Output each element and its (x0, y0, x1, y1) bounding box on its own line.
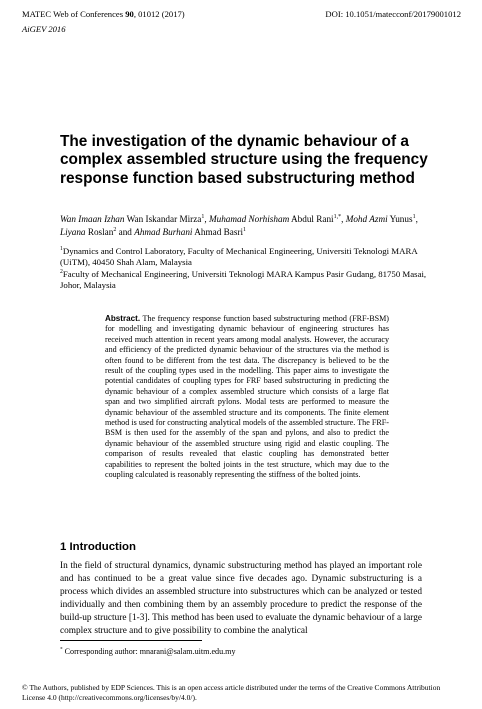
affiliation-mark: 1 (60, 246, 63, 253)
affiliation-2 (60, 269, 430, 292)
paper-title: The investigation of the dynamic behaviour of a complex assembled structure using the frequency response function based substructuring method (60, 133, 428, 187)
journal-name: MATEC Web of Conferences (22, 9, 124, 19)
article-info: , 01012 (2017) (133, 9, 185, 19)
author-affiliation-mark: 2 (113, 226, 117, 233)
author-affiliation-mark: 1 (412, 213, 416, 220)
author-affiliation-mark: 1,* (333, 213, 342, 220)
author-surname: Ahmad Basri (192, 227, 244, 237)
affiliations (60, 246, 430, 292)
author-given-name: Wan Imaan Izhan (60, 214, 125, 224)
author-given-name: Mohd Azmi (345, 214, 388, 224)
author-conjunction: and (116, 227, 135, 237)
section-heading: 1 Introduction (60, 541, 136, 553)
affiliation-mark: 2 (60, 268, 63, 275)
footnote-text: Corresponding author: mnarani@salam.uitm.edu.my (62, 647, 236, 656)
volume-number: 90 (125, 9, 134, 19)
footnote-rule (60, 640, 202, 641)
author-given-name: Muhamad Norhisham (208, 214, 290, 224)
affiliation-text: Dynamics and Control Laboratory, Faculty of Mechanical Engineering, Universiti Teknologi MARA (UiTM), 40450 Shah Alam, Malaysia (60, 246, 418, 268)
footnote-mark: * (60, 646, 63, 653)
author-given-name: Ahmad Burhani (134, 227, 193, 237)
venue-header: AiGEV 2016 (22, 24, 66, 34)
doi-header: DOI: 10.1051/matecconf/20179001012 (325, 9, 461, 19)
author-affiliation-mark: 1 (243, 226, 246, 233)
abstract-text: The frequency response function based substructuring method (FRF-BSM) for modelling and investigating dynamic behaviour of engineering structures has received much attention in recent years among modal analysts. However, the accuracy and efficiency of the predicted dynamic behaviour of the structures via the method is often found to be different from the test data. The discrepancy is believed to be the result of the coupling types used in the modelling. This paper aims to investigate the potential candidates of coupling types for FRF based substructuring in predicting the dynamic behaviour of a complex assembled structure which consists of a large flat span and two simplified aircraft pylons. Modal tests are performed to measure the dynamic behaviour of the assembled structure and its components. The finite element method is used for constructing analytical models of the assembled structure. The FRF-BSM is then used for the assembly of the span and pylons, and also to predict the dynamic behaviour of the assembled structure using rigid and elastic coupling. The comparison of results revealed that elastic coupling has demonstrated better capabilities to represent the bolted joints in the test structure, which may due to the coupling calculated is reasonably representing the stiffness of the bolted joints. (105, 314, 389, 480)
author-affiliation-mark: 1 (201, 213, 205, 220)
author-given-name: Liyana (60, 227, 86, 237)
running-header-left (22, 9, 185, 20)
author-surname: Wan Iskandar Mirza (124, 214, 202, 224)
body-text: In the field of structural dynamics, dynamic substructuring method has played an important role and has continued to be a great value since five decades ago. Dynamic substructuring is a process which divides an assembled structure into substructures which can be analyzed or tested individually and then combining them by an assembly procedure to predict the response of the build-up structure [1-3]. This method has been used to evaluate the dynamic behaviour of a large complex structure and to give possibility to combine the analytical (60, 561, 422, 637)
author-surname: Roslan (85, 227, 114, 237)
copyright-notice: © The Authors, published by EDP Sciences. This is an open access article distributed under the terms of the Creative Commons Attribution License 4.0 (http://creativecommons.org/licenses/by/4.0/). (22, 683, 441, 702)
abstract (105, 314, 389, 481)
author-list: Wan Imaan Izhan Wan Iskandar Mirza$^1$, Muhamad Norhisham Abdul Rani$^{1,*}$, Mohd Azmi Yunus$^1$, Liyana Roslan$^2$ and Ahmad Burhani Ahmad Basri$^1$ (60, 213, 418, 237)
footnote (60, 647, 236, 656)
author-surname: Yunus (387, 214, 413, 224)
affiliation-1 (60, 246, 430, 269)
affiliation-text: Faculty of Mechanical Engineering, Universiti Teknologi MARA Kampus Pasir Gudang, 81750 Masai, Johor, Malaysia (60, 268, 427, 291)
abstract-label: Abstract. (105, 314, 141, 323)
author-surname: Abdul Rani (289, 214, 334, 224)
